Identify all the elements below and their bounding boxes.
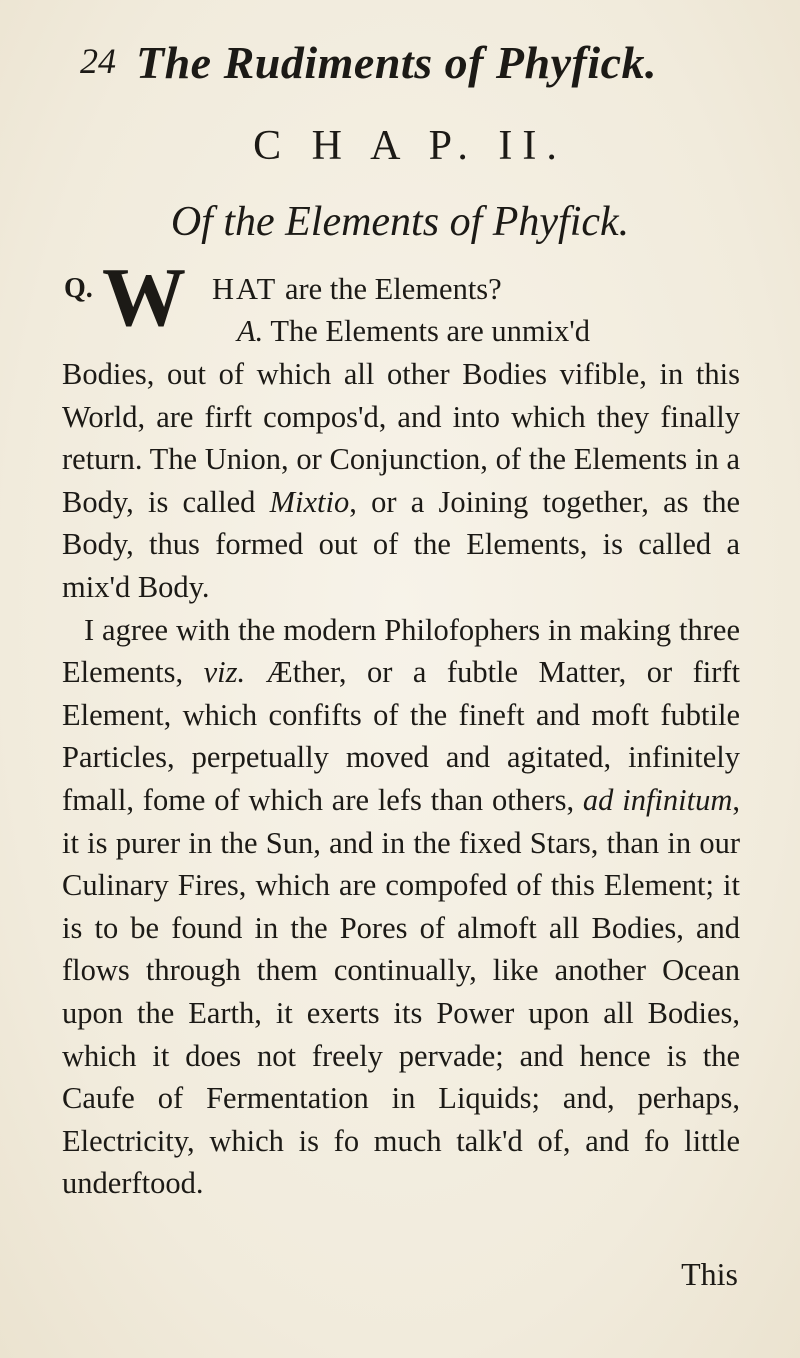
term-viz: viz. <box>203 655 246 690</box>
drop-cap: W <box>102 251 186 344</box>
question-rest: are the Elements? <box>277 272 502 306</box>
question-text <box>212 268 502 311</box>
question-answer-block <box>62 251 740 353</box>
answer-text: The Elements are unmix'd <box>263 314 591 348</box>
term-ad-infinitum: ad infinitum <box>582 782 733 817</box>
paragraph-three-elements <box>62 609 740 1205</box>
paragraph2-text-c: , it is purer in the Sun, and in the fixed Stars, than in our Culinary Fires, which are compofed of this Element; it is to be found in the Pores of almoft all Bodies, and flows through them continually, like another Ocean upon the Earth, it exerts its Power upon all Bodies, which it does not freely pervade; and hence is the Caufe of Fermentation in Liquids; and, perhaps, Electricity, which is fo much talk'd of, and fo little underftood. <box>62 782 740 1201</box>
running-head <box>80 36 720 86</box>
chapter-title: Of the Elements of Phyfick. <box>170 199 630 245</box>
paragraph-elements-definition <box>62 353 740 609</box>
catchword: This <box>681 1256 738 1292</box>
paragraph1-text-a: Bodies, out of which all other Bodies vifible, in this World, are firft compos'd, and into which they finally return. The Union, or Conjunction, of the Elements in a Body, is called <box>62 357 740 519</box>
answer-label: A. <box>237 314 264 348</box>
question-marker: Q. <box>64 273 93 304</box>
chapter-label: C H A P. II. <box>253 123 567 169</box>
question-caps: HAT <box>212 272 278 306</box>
paragraph1-text-b: , or a Joining together, as the Body, thus formed out of the Elements, is called a mix'd Body. <box>62 484 741 604</box>
running-title: The Rudiments of Phyfick. <box>136 37 658 88</box>
paragraph2-text-b: Æther, or a fubtle Matter, or firft Element, which confifts of the fineft and moft fubtile Particles, perpetually moved and agitated, infinitely fmall, fome of which are lefs than others, <box>62 655 741 817</box>
answer-first-line <box>237 310 590 353</box>
term-mixtio: Mixtio <box>269 484 350 519</box>
body-text <box>62 251 741 1205</box>
paragraph2-text-a: I agree with the modern Philofophers in making three Elements, <box>62 612 740 690</box>
page-number: 24 <box>80 41 116 81</box>
